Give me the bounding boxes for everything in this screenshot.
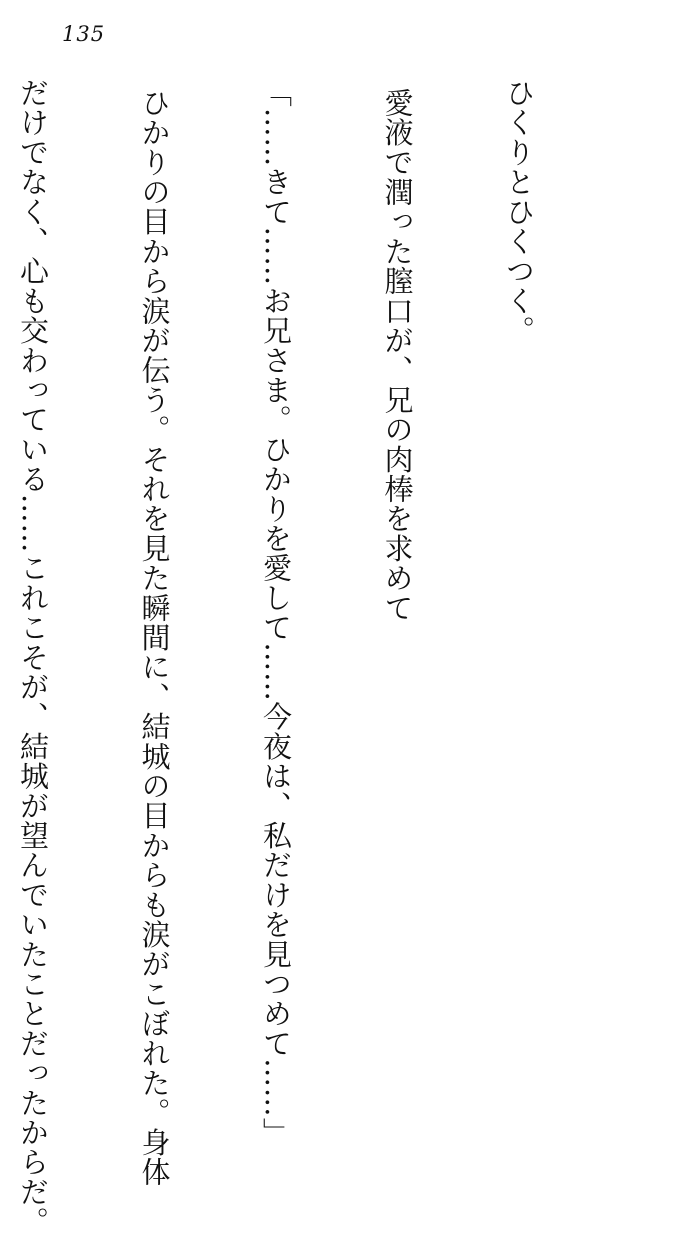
text-line: ひかりの目から涙が伝う。それを見た瞬間に、結城の目からも涙がこぼれた。身体 bbox=[137, 78, 172, 1187]
text-line: だけでなく、心も交わっている……これこそが、結城が望んでいたことだったからだ。 bbox=[16, 78, 50, 1236]
body-text bbox=[16, 78, 620, 1236]
text-line: 「……きて……お兄さま。ひかりを愛して……今夜は、私だけを見つめて……」 bbox=[259, 78, 293, 1148]
text-line: 愛液で潤った膣口が、兄の肉棒を求めて bbox=[380, 78, 415, 623]
page-number: 135 bbox=[62, 22, 106, 46]
text-line: ひくりとひくつく。 bbox=[502, 78, 536, 346]
